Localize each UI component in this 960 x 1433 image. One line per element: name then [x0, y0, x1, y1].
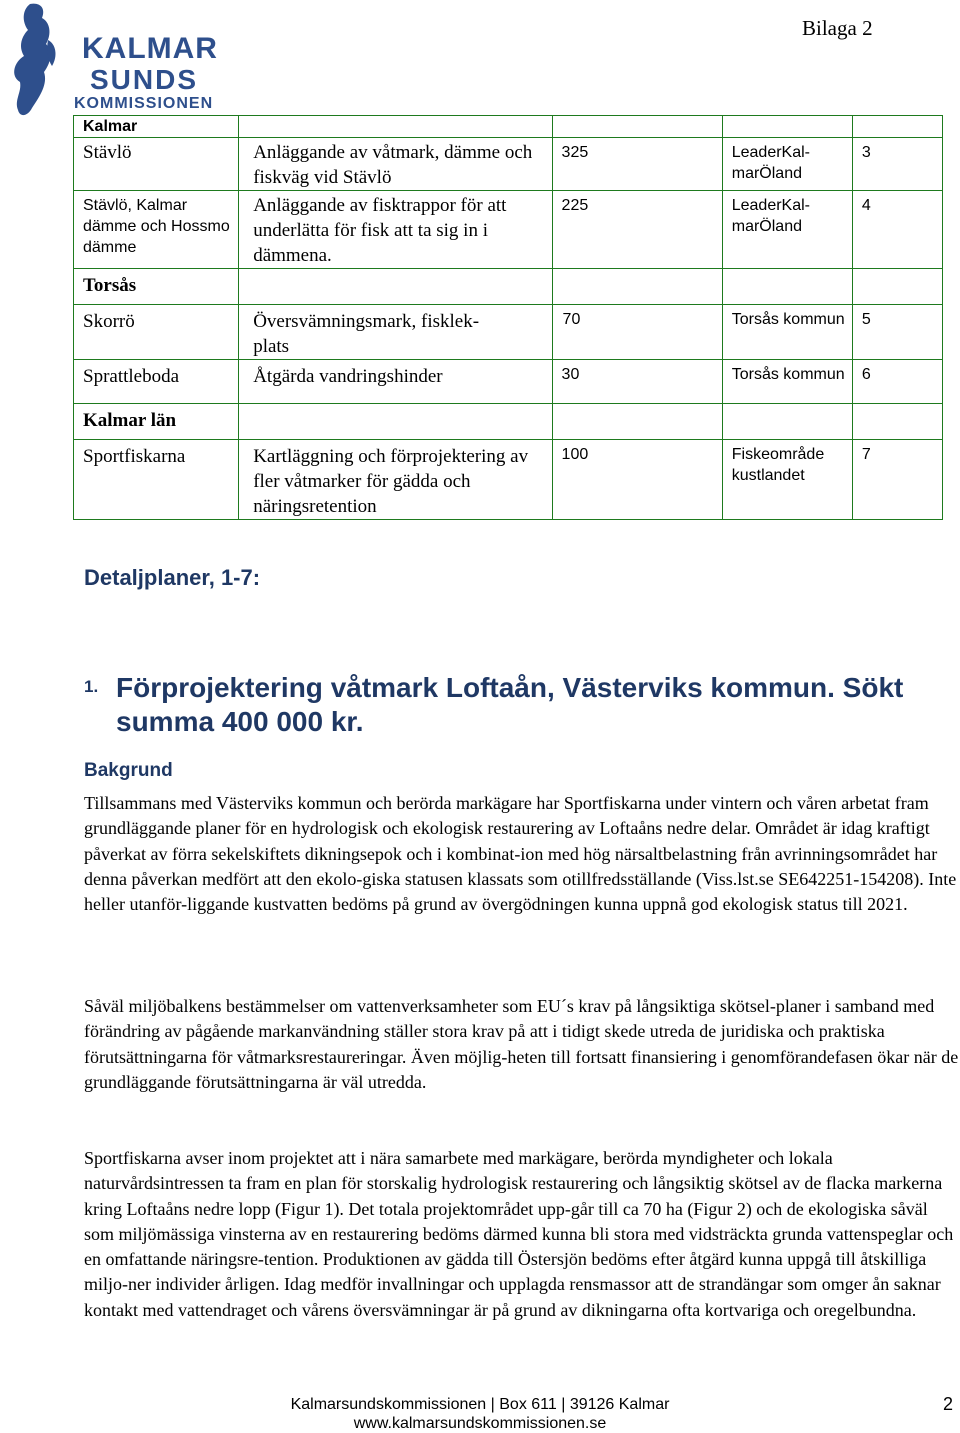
fund-cell: LeaderKal-marÖland — [722, 191, 852, 269]
plan-number-cell: 4 — [852, 191, 942, 269]
page-number: 2 — [943, 1394, 954, 1414]
funding-table — [73, 115, 943, 520]
section-torsas: Torsås — [74, 269, 239, 305]
org-cell: Stävlö, Kalmar dämme och Hossmo dämme — [74, 191, 239, 269]
table-row — [74, 440, 943, 520]
logo-text-kommissionen: KOMMISSIONEN — [74, 95, 214, 112]
desc-cell: Anläggande av våtmark, dämme och fiskväg vid Stävlö — [239, 138, 552, 191]
desc-cell: Kartläggning och förprojektering av fler våtmarker för gädda och näringsretention — [239, 440, 552, 520]
fund-cell: Torsås kommun — [722, 305, 852, 360]
sum-cell: 225 — [552, 191, 722, 269]
fund-cell: Fiskeområde kustlandet — [722, 440, 852, 520]
table-row — [74, 360, 943, 404]
table-row — [74, 305, 943, 360]
org-cell: Sprattleboda — [74, 360, 239, 404]
fund-cell: LeaderKal-marÖland — [722, 138, 852, 191]
desc-cell: Åtgärda vandringshinder — [239, 360, 552, 404]
plan-number-cell: 5 — [852, 305, 942, 360]
sum-cell: 70 — [552, 305, 722, 360]
bakgrund-heading: Bakgrund — [84, 760, 173, 781]
org-cell: Skorrö — [74, 305, 239, 360]
desc-cell: Anläggande av fisktrappor för att underlätta för fisk att ta sig in i dämmena. — [239, 191, 552, 269]
paragraph-1: Tillsammans med Västerviks kommun och berörda markägare har Sportfiskarna under vintern och våren arbetat fram grundläggande planer för en hydrologisk och ekologisk restaurering av Loftaåns nedre delar. Området är idag kraftigt påverkat av förra sekelskiftets dikningsepok och i kombinat-ion med hög närsaltbelastning från avrinningsområdet har denna påverkan medfört att den ekolo-giska statusen klassats som otillfredsställande (Viss.lst.se SE642251-154208). Inte heller utanför-liggande kustvatten bedöms på grund av övergödningen kunna uppnå god ekologisk status till 2021. — [84, 793, 957, 915]
footer-website: www.kalmarsundskommissionen.se — [353, 1415, 607, 1432]
org-cell: Stävlö — [74, 138, 239, 191]
kalmarsund-logo — [0, 0, 240, 120]
footer-address: Kalmarsundskommissionen | Box 611 | 39126 Kalmar — [290, 1396, 670, 1413]
table-row — [74, 138, 943, 191]
item-number: 1. — [84, 677, 99, 696]
desc-cell: Översvämningsmark, fisklek-plats — [239, 305, 552, 360]
fund-cell: Torsås kommun — [722, 360, 852, 404]
table-section-row — [74, 404, 943, 440]
paragraph-2: Såväl miljöbalkens bestämmelser om vattenverksamheter som EU´s krav på långsiktiga skötsel-planer i samband med förändring av pågående markanvändning ställer stora krav på att i tidigt skede utreda de juridiska och praktiska förutsättningarna för våtmarksrestaureringar. Även möjlig-heten till fortsatt finansiering i genomförandefasen ökar när de grundläggande förutsättningarna är väl utredda. — [84, 996, 959, 1092]
table-section-row — [74, 269, 943, 305]
logo-text-kalmar: KALMAR — [82, 32, 218, 65]
detaljplaner-heading: Detaljplaner, 1-7: — [84, 565, 261, 590]
sum-cell: 100 — [552, 440, 722, 520]
logo-text-sunds: SUNDS — [90, 64, 199, 95]
section-kalmar: Kalmar — [74, 116, 239, 138]
table-section-row — [74, 116, 943, 138]
plan-number-cell: 7 — [852, 440, 942, 520]
section-kalmar-lan: Kalmar län — [74, 404, 239, 440]
table-row — [74, 191, 943, 269]
org-cell: Sportfiskarna — [74, 440, 239, 520]
plan-number-cell: 3 — [852, 138, 942, 191]
sum-cell: 325 — [552, 138, 722, 191]
bilaga-label: Bilaga 2 — [802, 16, 873, 40]
item-title: Förprojektering våtmark Loftaån, Västerviks kommun. Sökt summa 400 000 kr. — [116, 672, 904, 737]
paragraph-3: Sportfiskarna avser inom projektet att i nära samarbete med markägare, berörda myndigheter och lokala naturvårdsintressen ta fram en plan för storskalig hydrologisk restaurering och långsiktig skötsel av de flacka markerna kring Loftaåns nedre lopp (Figur 1). Det totala projektområdet upp-går till ca 70 ha (Figur 2) och de ekologiska såväl som miljömässiga vinsterna av en restaurering bedöms därmed kunna bli stora med vidsträckta grunda vattenspeglar och en omfattande näringsre-tention. Produktionen av gädda till Östersjön bedöms efter åtgärd kunna uppgå till åtskilliga miljo-ner individer årligen. Idag medför invallningar och upplagda rensmassor att de strandängar som omger ån saknar kontakt med vattendraget och vårens översvämningar är på grund av dikningarna ofta kortvariga och oregelbundna. — [84, 1148, 954, 1320]
plan-number-cell: 6 — [852, 360, 942, 404]
sum-cell: 30 — [552, 360, 722, 404]
